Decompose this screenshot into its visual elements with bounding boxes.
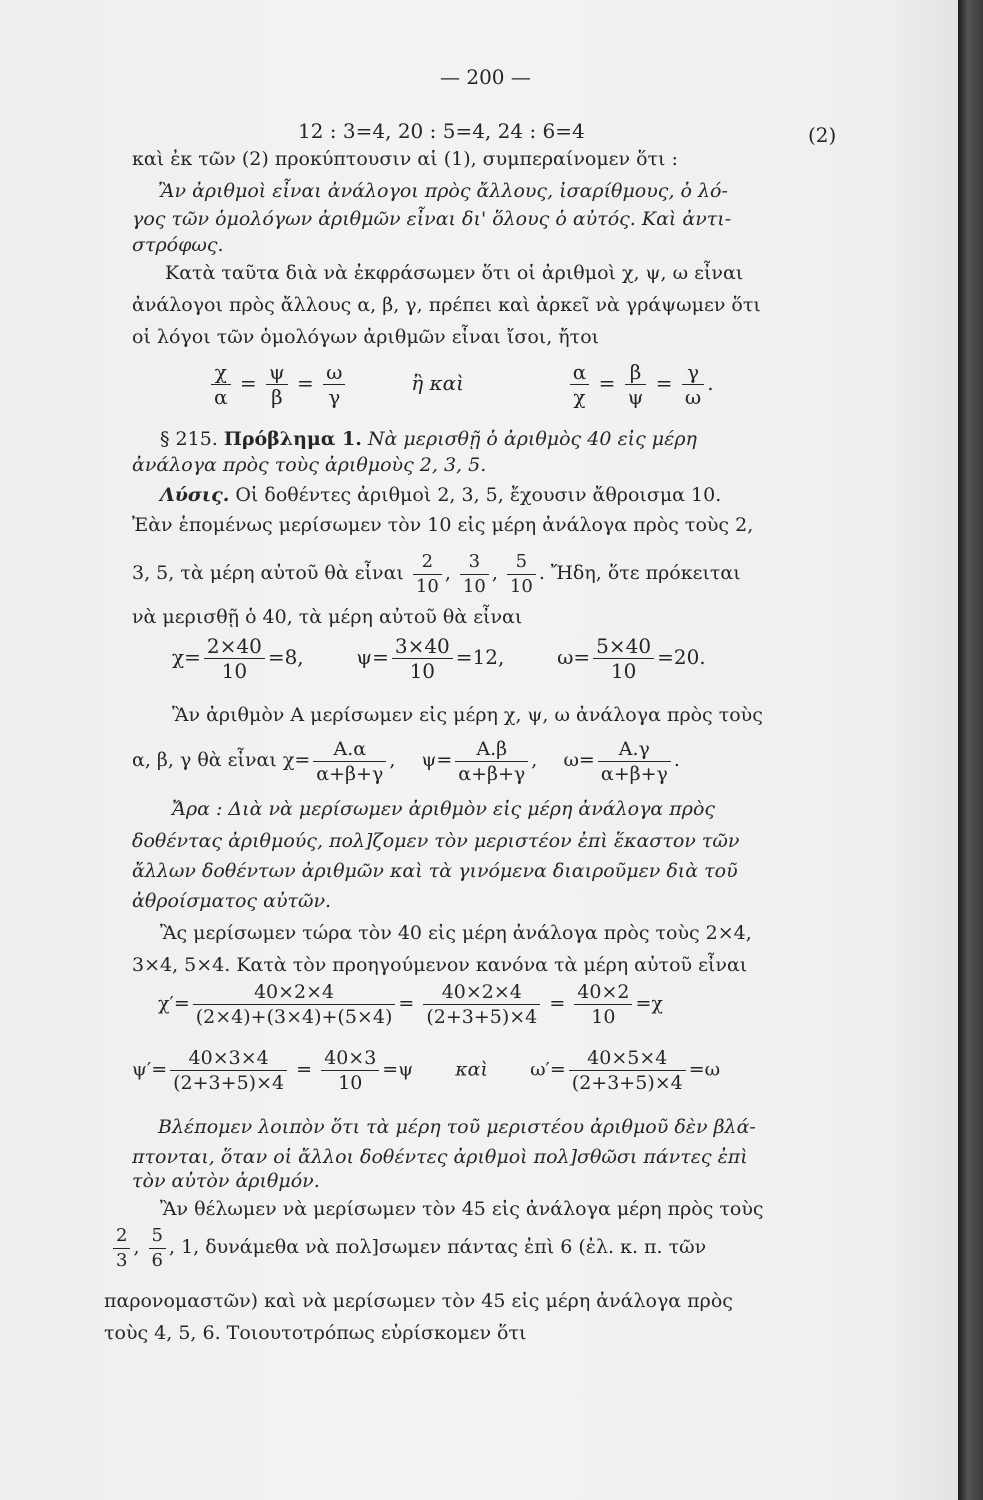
rule-line: δοθέντας ἀριθμούς, πολ]ζομεν τὸν μεριστέον ἐπὶ ἕκαστον τῶν [132,830,740,852]
text-line-with-fractions: 3, 5, τὰ μέρη αὐτοῦ θὰ εἶναι $\frac{2}{10}$ , $\frac{3}{10}$ , $\frac{5}{10}$ . Ἤδη, ὅτε πρόκειται [132,550,741,597]
rule-line: Ἄρα : Διὰ νὰ μερίσωμεν ἀριθμὸν εἰς μέρη ἀνάλογα πρὸς [172,798,716,820]
text-line: Ἐὰν ἑπομένως μερίσωμεν τὸν 10 εἰς μέρη ἀνάλογα πρὸς τοὺς 2, [132,514,754,536]
equation-tag: (2) [808,123,837,147]
text-line: Ἂν ἀριθμὸν Α μερίσωμεν εἰς μέρη χ, ψ, ω ἀνάλογα πρὸς τοὺς [172,704,763,726]
equation-psi-omega-prime: ψ′= $\frac{40\times 3\times 4}{(2+3+5)\times 4}$ = $\frac{40\times 3}{10}$ =ψ καὶ ω′= $\frac{40\times 5\times 4}{(2+3+5)\times 4}$ =ω [132,1047,721,1094]
theorem-line: γος τῶν ὁμολόγων ἀριθμῶν εἶναι δι' ὅλους ὁ αὐτός. Καὶ ἀντι- [132,208,732,230]
rule-line: ἄλλων δοθέντων ἀριθμῶν καὶ τὰ γινόμενα διαιροῦμεν διὰ τοῦ [132,860,738,882]
text-line: οἱ λόγοι τῶν ὁμολόγων ἀριθμῶν εἶναι ἴσοι, ἤτοι [132,326,600,348]
observation-line: Βλέπομεν λοιπὸν ὅτι τὰ μέρη τοῦ μεριστέου ἀριθμοῦ δὲν βλά- [158,1116,756,1138]
theorem-line: Ἂν ἀριθμοὶ εἶναι ἀνάλογοι πρὸς ἄλλους, ἰσαρίθμους, ὁ λό- [158,180,728,202]
page-number: — 200 — [440,65,531,89]
observation-line: τὸν αὐτὸν ἀριθμόν. [132,1170,320,1192]
text-line: ἀνάλογοι πρὸς ἄλλους α, β, γ, πρέπει καὶ ἀρκεῖ νὰ γράψωμεν ὅτι [132,294,761,316]
text-line: καὶ ἐκ τῶν (2) προκύπτουσιν αἱ (1), συμπεραίνομεν ὅτι : [132,148,678,170]
observation-line: πτονται, ὅταν οἱ ἄλλοι δοθέντες ἀριθμοὶ πολ]σθῶσι πάντες ἐπὶ [132,1146,748,1168]
theorem-line: στρόφως. [132,234,224,256]
rule-line: ἀθροίσματος αὐτῶν. [132,890,332,912]
solution-line: Λύσις. Οἱ δοθέντες ἀριθμοὶ 2, 3, 5, ἔχουσιν ἄθροισμα 10. [160,484,722,506]
book-spine-edge [958,0,983,1500]
problem-heading: § 215. Πρόβλημα 1. Νὰ μερισθῇ ὁ ἀριθμὸς 40 εἰς μέρη [160,428,697,450]
problem-text: ἀνάλογα πρὸς τοὺς ἀριθμοὺς 2, 3, 5. [132,454,487,476]
equation-proportion: $\frac{\chi}{\alpha}$ = $\frac{\psi}{\beta}$ = $\frac{\omega}{\gamma}$ ἢ καὶ $\frac{\alpha}{\chi}$ = $\frac{\beta}{\psi}$ = $\frac{\gamma}{\omega}$ . [208,360,714,409]
text-line: Ἂν θέλωμεν νὰ μερίσωμεν τὸν 45 εἰς ἀνάλογα μέρη πρὸς τοὺς [160,1198,764,1220]
equation-general: α, β, γ θὰ εἶναι χ= $\frac{A.\alpha}{\alpha+\beta+\gamma}$ , ψ= $\frac{A.\beta}{\alpha+\beta+\gamma}$ , ω= $\frac{A.\gamma}{\alpha+\beta+\gamma}$ . [132,737,680,785]
text-line: νὰ μερισθῇ ὁ 40, τὰ μέρη αὐτοῦ θὰ εἶναι [132,606,523,628]
text-line: 3×4, 5×4. Κατὰ τὸν προηγούμενον κανόνα τὰ μέρη αὐτοῦ εἶναι [132,954,748,976]
text-line: παρονομαστῶν) καὶ νὰ μερίσωμεν τὸν 45 εἰς μέρη ἀνάλογα πρὸς [104,1290,733,1312]
equation-chi-prime: χ′= $\frac{40\times 2\times 4}{(2\times 4)+(3\times 4)+(5\times 4)}$ = $\frac{40\times 2\times 4}{(2+3+5)\times 4}$ = $\frac{40\times 2}{10}$ =χ [158,981,663,1028]
equation-parts: χ= $\frac{2\times 40}{10}$ =8, ψ= $\frac{3\times 40}{10}$ =12, ω= $\frac{5\times 40}{10}$ =20. [172,634,706,683]
text-line: Κατὰ ταῦτα διὰ νὰ ἐκφράσωμεν ὅτι οἱ ἀριθμοὶ χ, ψ, ω εἶναι [165,262,744,284]
text-line: τοὺς 4, 5, 6. Τοιουτοτρόπως εὑρίσκομεν ὅτι [104,1322,527,1344]
text-line-with-fractions: $\frac{2}{3}$ , $\frac{5}{6}$ , 1, δυνάμεθα νὰ πολ]σωμεν πάντας ἐπὶ 6 (ἐλ. κ. π. τῶν [110,1222,706,1273]
equation-ratios: 12 : 3=4, 20 : 5=4, 24 : 6=4 [298,119,585,143]
text-line: Ἂς μερίσωμεν τώρα τὸν 40 εἰς μέρη ἀνάλογα πρὸς τοὺς 2×4, [160,922,752,944]
